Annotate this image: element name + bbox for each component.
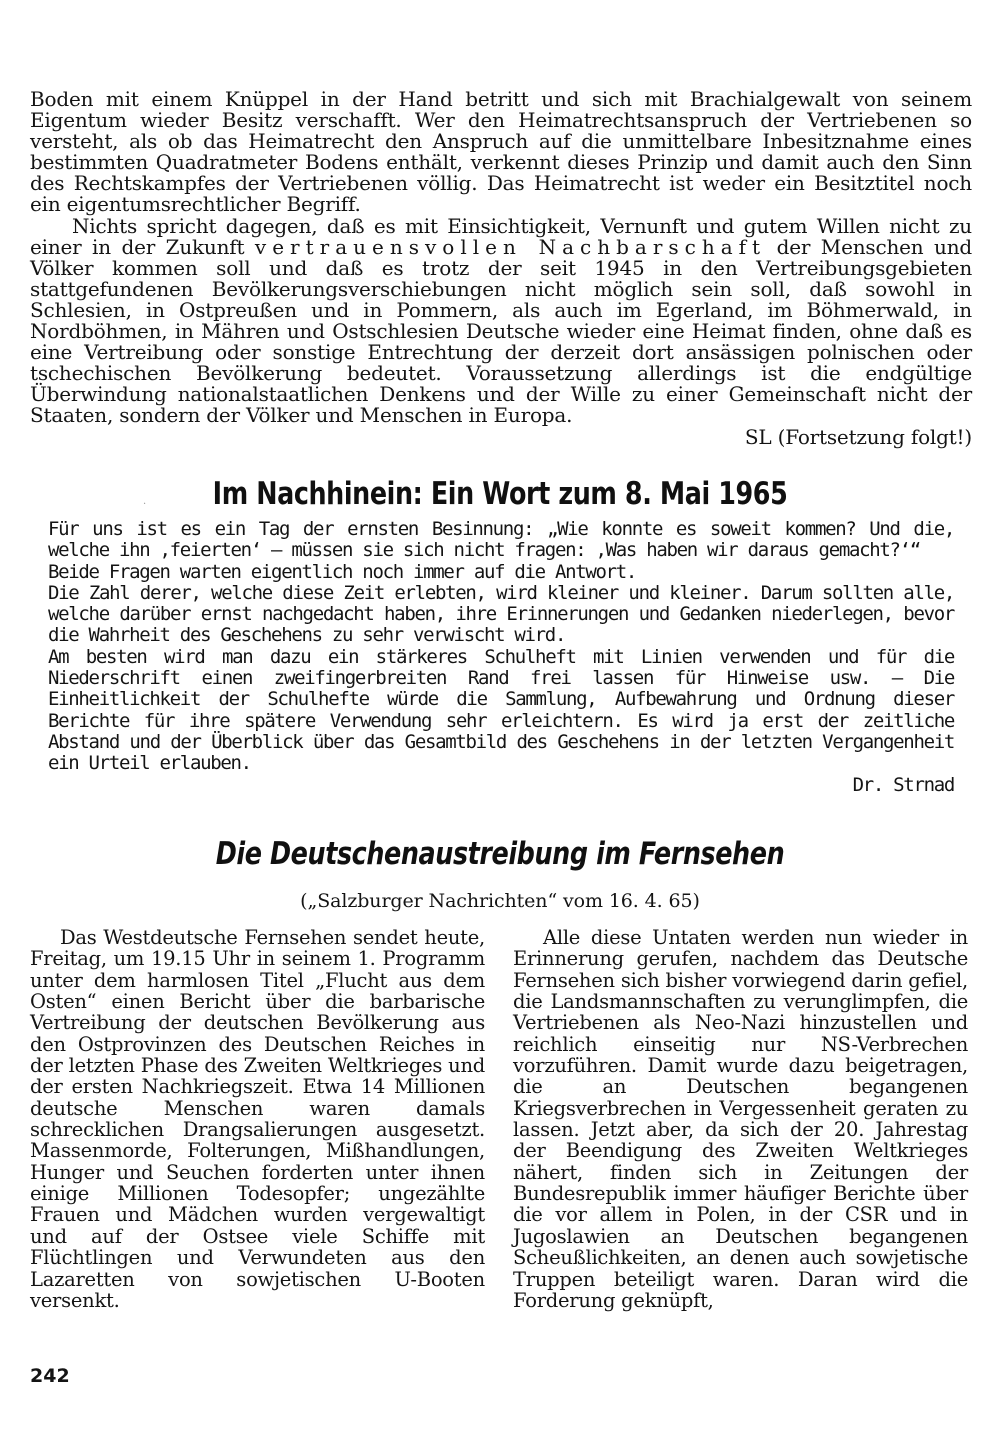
article-1-headline: Im Nachhinein: Ein Wort zum 8. Mai 1965	[212, 476, 788, 512]
top-signature: SL (Fortsetzung folgt!)	[744, 424, 972, 449]
article-2-left-column	[30, 927, 485, 1311]
article-1-paragraph-2: Beide Fragen warten eigentlich noch immer auf die Antwort.	[48, 560, 637, 583]
top-section	[30, 89, 972, 448]
top-signature-line	[30, 424, 972, 449]
top-paragraph-2-rest: der Menschen und Völker kommen soll und daß es trotz der seit 1945 in den Vertreibungsgebieten stattgefundenen Bevölkerungsverschiebungen nicht möglich sein soll, daß sowohl in Schlesien, in Ostpreußen und in Pommern, als auch im Egerland, im Böhmerwald, in Nordböhmen, in Mähren und Ostschlesien Deutsche wieder eine Heimat finden, ohne daß es eine Vertreibung oder sonstige Entrechtung der derzeit dort ansässigen polnischen oder tschechischen Bevölkerung bedeutet. Voraussetzung allerdings ist die endgültige Überwindung nationalstaatlichen Denkens und der Wille zu einer Gemeinschaft nicht der Staaten, sondern der Völker und Menschen in Europa.	[30, 234, 972, 428]
article-1-paragraph-3: Die Zahl derer, welche diese Zeit erlebten, wird kleiner und kleiner. Darum sollten alle, welche darüber ernst nachgedacht haben, ihre Erinnerungen und Gedanken niederlegen, bevor die Wahrheit des Geschehens zu sehr verwischt wird.	[48, 581, 954, 647]
top-paragraph-2	[30, 213, 972, 428]
top-paragraph-1: Boden mit einem Knüppel in der Hand betritt und sich mit Brachialgewalt von seinem Eigentum wieder Besitz verschafft. Wer den Heimatrechtsanspruch der Vertriebenen so versteht, als ob das Heimatrecht den Anspruch auf die unmittelbare Inbesitznahme eines bestimmten Quadratmeter Bodens enthält, verkennt dieses Prinzip und damit auch den Sinn des Rechtskampfes der Vertriebenen völlig. Das Heimatrecht ist weder ein Besitztitel noch ein eigentumsrechtlicher Begriff.	[30, 87, 972, 217]
article-1-body	[48, 519, 954, 796]
page-number: 242	[30, 1365, 70, 1387]
top-paragraph-2-spaced: vertrauensvollen Nachbarschaft	[254, 234, 767, 259]
article-2-right-text: Alle diese Untaten werden nun wieder in Erinnerung gerufen, nachdem das Deutsche Fernsehen sich bisher vorwiegend darin gefiel, die Landsmannschaften zu verunglimpfen, die Vertriebenen als Neo-Nazi hinzustellen und reichlich einseitig nur NS-Verbrechen vorzuführen. Damit wurde dazu beigetragen, die an Deutschen begangenen Kriegsverbrechen in Vergessenheit geraten zu lassen. Jetzt aber, da sich der 20. Jahrestag der Beendigung des Zweiten Weltkrieges nähert, finden sich in Zeitungen der Bundesrepublik immer häufiger Berichte über die vor allem in Polen, in der CSR und in Jugoslawien an Deutschen begangenen Scheußlichkeiten, an denen auch sowjetische Truppen beteiligt waren. Daran wird die Forderung geknüpft,	[513, 926, 968, 1312]
article-2-source: („Salzburger Nachrichten“ vom 16. 4. 65)	[300, 890, 700, 912]
article-2-left-text: Das Westdeutsche Fernsehen sendet heute, Freitag, um 19.15 Uhr in seinem 1. Programm unter dem harmlosen Titel „Flucht aus dem Osten“ einen Bericht über die barbarische Vertreibung der deutschen Bevölkerung aus den Ostprovinzen des Deutschen Reiches in der letzten Phase des Zweiten Weltkrieges und der ersten Nachkriegszeit. Etwa 14 Millionen deutsche Menschen waren damals schrecklichen Drangsalierungen ausgesetzt. Massenmorde, Folterungen, Mißhandlungen, Hunger und Seuchen forderten unter ihnen einige Millionen Todesopfer; ungezählte Frauen und Mädchen wurden vergewaltigt und auf der Ostsee viele Schiffe mit Flüchtlingen und Verwundeten aus den Lazaretten von sowjetischen U-Booten versenkt.	[30, 926, 485, 1312]
article-2-headline: Die Deutschenaustreibung im Fernsehen	[215, 836, 785, 872]
article-1-signature: Dr. Strnad	[852, 773, 954, 796]
article-1-paragraph-4: Am besten wird man dazu ein stärkeres Schulheft mit Linien verwenden und für die Niederschrift einen zweifingerbreiten Rand frei lassen für Hinweise usw. — Die Einheitlichkeit der Schulhefte würde die Sammlung, Aufbewahrung und Ordnung dieser Berichte für ihre spätere Verwendung sehr erleichtern. Es wird ja erst der zeitliche Abstand und der Überblick über das Gesamtbild des Geschehens in der letzten Vergangenheit ein Urteil erlauben.	[48, 645, 954, 775]
article-1-signature-line	[48, 775, 954, 796]
top-paragraph-2-start: Nichts spricht dagegen, daß es mit Einsichtigkeit, Vernunft und gutem Willen nicht zu einer in der Zukunft	[30, 213, 972, 259]
article-2-right-column	[513, 927, 968, 1311]
article-1-paragraph-1: Für uns ist es ein Tag der ernsten Besinnung: „Wie konnte es soweit kommen? Und die, welche ihn ‚feierten‘ — müssen sie sich nicht fragen: ‚Was haben wir daraus gemacht?‘“	[48, 518, 954, 562]
scan-mark: .	[143, 496, 147, 507]
